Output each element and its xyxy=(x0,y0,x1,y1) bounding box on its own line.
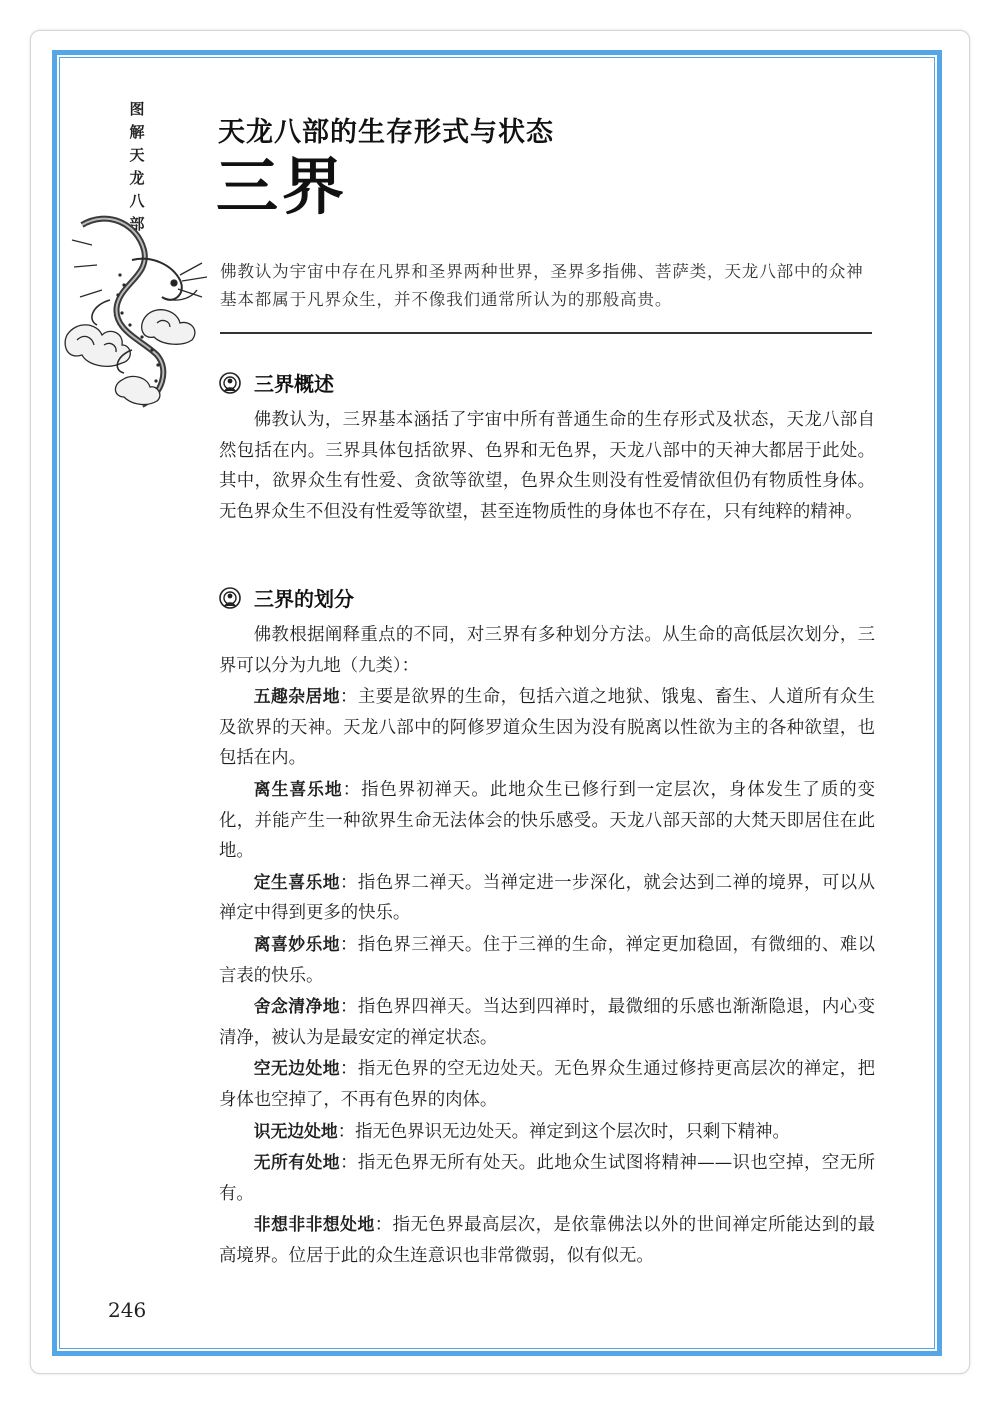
realm-term: 离生喜乐地 xyxy=(253,778,343,799)
realm-item xyxy=(219,867,875,929)
divider-line xyxy=(220,332,872,334)
lotus-bullet-icon xyxy=(218,586,242,610)
realm-term: 识无边处地 xyxy=(253,1120,338,1141)
realm-term: 非想非非想处地 xyxy=(253,1214,375,1235)
realm-desc: ：指色界初禅天。此地众生已修行到一定层次，身体发生了质的变化，并能产生一种欲界生命无法体会的快乐感受。天龙八部天部的大梵天即居住在此地。 xyxy=(219,779,875,862)
side-title-char: 部 xyxy=(129,215,145,233)
section-heading-label: 三界的划分 xyxy=(254,587,354,611)
realm-term: 无所有处地 xyxy=(253,1152,341,1173)
realm-desc: ：指色界三禅天。住于三禅的生命，禅定更加稳固，有微细的、难以言表的快乐。 xyxy=(219,934,875,986)
realm-item xyxy=(219,1209,875,1271)
lotus-bullet-icon xyxy=(218,371,242,395)
realm-item xyxy=(219,1053,875,1115)
page-subtitle: 天龙八部的生存形式与状态 xyxy=(218,117,554,148)
realm-term: 离喜妙乐地 xyxy=(253,933,340,954)
section-heading-division xyxy=(218,583,354,612)
realm-item xyxy=(219,681,875,774)
realm-term: 空无边处地 xyxy=(253,1058,340,1079)
side-title-char: 解 xyxy=(129,123,145,141)
realm-desc: ：指色界二禅天。当禅定进一步深化，就会达到二禅的境界，可以从禅定中得到更多的快乐。 xyxy=(219,872,875,924)
dragon-illustration xyxy=(62,205,212,415)
realm-desc: ：指色界四禅天。当达到四禅时，最微细的乐感也渐渐隐退，内心变清净，被认为是最安定的禅定状态。 xyxy=(219,997,875,1048)
section-body-division xyxy=(219,620,875,1271)
realm-item xyxy=(219,774,875,867)
realm-term: 定生喜乐地 xyxy=(253,871,340,892)
page-number: 246 xyxy=(108,1298,147,1322)
section-heading-label: 三界概述 xyxy=(254,372,334,396)
side-title-char: 龙 xyxy=(129,169,145,187)
realm-desc: ：指无色界无所有处天。此地众生试图将精神——识也空掉，空无所有。 xyxy=(219,1153,875,1204)
side-title-char: 八 xyxy=(129,192,145,210)
side-title-char: 天 xyxy=(129,146,145,164)
section-body-overview xyxy=(219,405,875,527)
intro-paragraph: 佛教认为宇宙中存在凡界和圣界两种世界，圣界多指佛、菩萨类，天龙八部中的众神基本都属于凡界众生，并不像我们通常所认为的那般高贵。 xyxy=(220,262,864,309)
realm-item xyxy=(219,1116,875,1148)
realm-desc: ：主要是欲界的生命，包括六道之地狱、饿鬼、畜生、人道所有众生及欲界的天神。天龙八部中的阿修罗道众生因为没有脱离以性欲为主的各种欲望，也包括在内。 xyxy=(219,687,875,769)
realm-desc: ：指无色界识无边处天。禅定到这个层次时，只剩下精神。 xyxy=(337,1121,790,1142)
realm-desc: ：指无色界的空无边处天。无色界众生通过修持更高层次的禅定，把身体也空掉了，不再有色界的肉体。 xyxy=(219,1059,875,1110)
realm-term: 舍念清净地 xyxy=(253,996,340,1017)
realm-term: 五趣杂居地 xyxy=(253,686,340,707)
realm-item xyxy=(219,1147,875,1209)
section-heading-overview xyxy=(218,368,334,397)
realm-item xyxy=(219,929,875,991)
page-title: 三界 xyxy=(216,150,349,223)
body-paragraph: 佛教认为，三界基本涵括了宇宙中所有普通生命的生存形式及状态，天龙八部自然包括在内。三界具体包括欲界、色界和无色界，天龙八部中的天神大都居于此处。其中，欲界众生有性爱、贪欲等欲望，色界众生则没有性爱情欲但仍有物质性身体。无色界众生不但没有性爱等欲望，甚至连物质性的身体也不存在，只有纯粹的精神。 xyxy=(219,410,875,522)
realm-item xyxy=(219,991,875,1053)
realm-desc: ：指无色界最高层次，是依靠佛法以外的世间禅定所能达到的最高境界。位居于此的众生连意识也非常微弱，似有似无。 xyxy=(219,1215,875,1266)
side-title-char: 图 xyxy=(129,100,145,118)
body-paragraph: 佛教根据阐释重点的不同，对三界有多种划分方法。从生命的高低层次划分，三界可以分为九地（九类）： xyxy=(219,625,875,676)
